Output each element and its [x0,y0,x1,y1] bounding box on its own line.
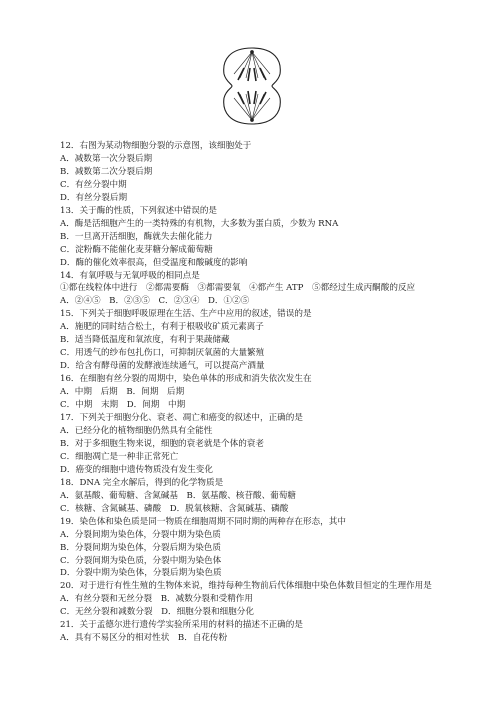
text-line: B．分裂间期为染色体，分裂后期为染色质 [60,542,222,553]
text-line: 14．有氧呼吸与无氧呼吸的相同点是 [60,270,200,281]
text-line: 12．右图为某动物细胞分裂的示意图，该细胞处于 [60,141,252,151]
text-line: 15．下列关于细胞呼吸原理在生活、生产中应用的叙述，错误的是 [60,309,312,320]
text-line: 18．DNA 完全水解后，得到的化学物质是 [60,477,224,488]
text-line: B．对于多细胞生物来说，细胞的衰老就是个体的衰老 [60,438,264,449]
text-line: D．有丝分裂后期 [60,192,128,203]
text-line: 17．下列关于细胞分化、衰老、凋亡和癌变的叙述中，正确的是 [60,413,303,424]
centriole-bottom [251,119,254,122]
cell-division-figure [218,44,286,128]
text-line: A．减数第一次分裂后期 [60,153,153,164]
text-line: A．氨基酸、葡萄糖、含氮碱基 B．氨基酸、核苷酸、葡萄糖 [60,490,296,501]
text-line: A．施肥的同时结合松土，有利于根吸收矿质元素离子 [60,322,264,333]
text-line: A．有丝分裂和无丝分裂 B．减数分裂和受精作用 [60,594,253,605]
text-line: ①都在线粒体中进行 ②都需要酶 ③都需要氧 ④都产生 ATP ⑤都经过生成丙酮酸的反应 [60,283,416,294]
chromosomes-bottom [238,91,266,104]
text-line: A．分裂间期为染色体，分裂中期为染色质 [60,529,221,540]
text-line: B．适当降低温度和氧浓度，有利于果蔬储藏 [60,335,230,346]
text-line: C．分裂间期为染色质，分裂中期为染色体 [60,555,222,566]
text-line: 20．对于进行有性生殖的生物体来说，维持每种生物前后代体细胞中染色体数目恒定的生理作用是 [60,581,432,592]
text-line: A．中期 后期 B．间期 后期 [60,387,185,398]
text-line: C．淀粉酶不能催化麦芽糖分解成葡萄糖 [60,244,213,255]
text-line: C．有丝分裂中期 [60,179,127,190]
spindle-top [234,52,270,78]
text-line: A．已经分化的植物细胞仍然具有全能性 [60,425,213,436]
text-line: 16．在细胞有丝分裂的周期中，染色单体的形成和消失依次发生在 [60,374,312,385]
text-line: 19．染色体和染色质是同一物质在细胞周期不同时期的两种存在形态，其中 [60,516,346,527]
text-line: C．细胞凋亡是一种非正常死亡 [60,451,179,462]
question-list [60,140,460,645]
chromosomes-top [238,68,266,81]
text-line: D．分裂中期为染色体，分裂后期为染色质 [60,568,222,579]
text-line: 13．关于酶的性质，下列叙述中错误的是 [60,205,218,216]
spindle-bottom [234,94,270,120]
text-line: A．②④⑤ B．②③⑤ C．②③④ D．①②⑤ [60,296,250,307]
text-line: A．酶是活细胞产生的一类特殊的有机物，大多数为蛋白质，少数为 RNA [60,218,339,229]
text-line: D．给含有酵母菌的发酵液连续通气，可以提高产酒量 [60,361,265,372]
text-line: D．酶的催化效率很高，但受温度和酸碱度的影响 [60,257,248,268]
text-line: C．核糖、含氮碱基、磷酸 D．脱氧核糖、含氮碱基、磷酸 [60,503,289,514]
cell-membrane [224,48,281,124]
text-line: C．中期 末期 D．间期 中期 [60,400,186,411]
text-line: D．癌变的细胞中遗传物质没有发生变化 [60,464,213,475]
text-line: C．用透气的纱布包扎伤口，可抑制厌氧菌的大量繁殖 [60,348,265,359]
text-line: 21．关于孟德尔进行遗传学实验所采用的材料的描述不正确的是 [60,620,303,631]
text-line: A．具有不易区分的相对性状 B．自花传粉 [60,633,228,644]
text-line: C．无丝分裂和减数分裂 D．细胞分裂和细胞分化 [60,607,254,618]
centriole-top [251,51,254,54]
text-line: B．一旦离开活细胞，酶就失去催化能力 [60,231,213,242]
text-line: B．减数第二次分裂后期 [60,166,153,177]
